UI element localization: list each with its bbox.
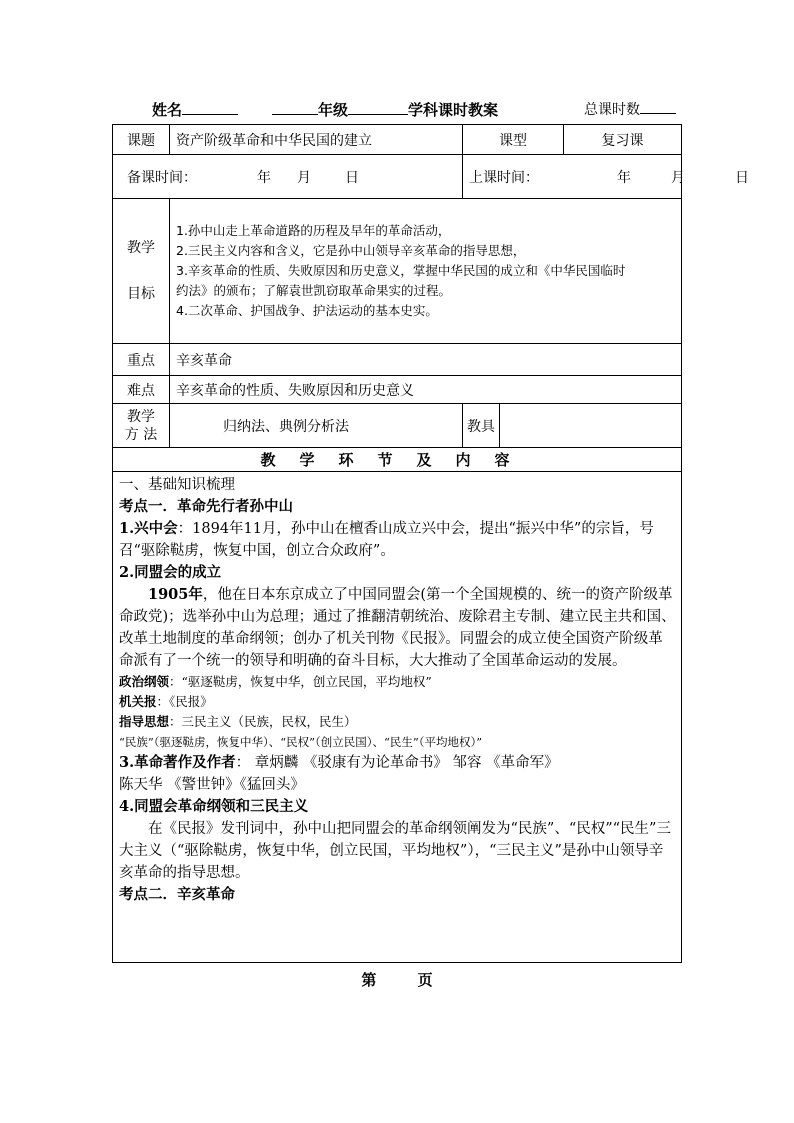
method-value: 归纳法、典例分析法 — [170, 404, 463, 448]
method-label — [113, 404, 170, 448]
prep-year: 年 — [257, 170, 271, 186]
item3-line2: 陈天华 《警世钟》《猛回头》 — [119, 777, 305, 793]
item2-year: 1905年 — [148, 586, 203, 603]
section-title: 教学环节及内容 — [113, 448, 682, 472]
political-text: ：“驱逐鞑虏，恢复中华，创立民国，平均地权” — [169, 674, 432, 689]
subject-blank[interactable] — [348, 100, 408, 115]
goal-item: 2.三民主义内容和含义，它是孙中山领导辛亥革命的指导思想， — [176, 243, 526, 258]
item3-title: 3.革命著作及作者 — [119, 754, 236, 771]
organ-line — [119, 692, 677, 712]
header-line — [0, 99, 794, 121]
guide-detail: “民族”（驱逐鞑虏，恢复中华）、“民权”（创立民国）、“民生”（平均地权）” — [119, 735, 483, 749]
goals-list — [170, 199, 682, 344]
grade-blank[interactable] — [272, 100, 318, 115]
section-title-row — [113, 448, 682, 472]
prep-time-label: 备课时间： — [127, 170, 197, 186]
class-month: 月 — [671, 170, 686, 186]
item2-text: ，他在日本东京成立了中国同盟会(第一个全国规模的、统一的资产阶级革命政党)；选举孙中山为总理；通过了推翻清朝统治、废除君主专制、建立民主共和国、改革土地制度的革命纲领；创办了机关刊物《民报》。同盟会的成立使全国资产阶级革命派有了一个统一的领导和明确的奋斗目标，大大推动了全国革命运动的发展。 — [119, 587, 676, 669]
total-label: 总课时数 — [584, 102, 640, 118]
type-value: 复习课 — [564, 125, 682, 155]
item1-title: 1.兴中会 — [119, 520, 178, 537]
difficulty-row — [113, 376, 682, 404]
item1-paragraph — [119, 518, 677, 562]
tools-value[interactable] — [500, 404, 682, 448]
name-field — [152, 99, 238, 120]
page-footer — [0, 969, 794, 990]
class-time-cell — [463, 155, 750, 199]
content-cell — [113, 472, 682, 963]
class-day: 日 — [735, 170, 750, 186]
key-point-row — [113, 344, 682, 376]
lesson-plan-table — [112, 124, 750, 963]
difficulty-label: 难点 — [113, 376, 170, 404]
class-time-label: 上课时间： — [469, 170, 540, 186]
goal-item: 3.辛亥革命的性质、失败原因和历史意义，掌握中华民国的成立和《中华民国临时 — [176, 263, 626, 278]
prep-day: 日 — [345, 170, 359, 186]
method-row — [113, 404, 682, 448]
grade-label: 年级 — [318, 101, 349, 119]
method-label-line1: 教学 — [127, 408, 155, 425]
total-blank[interactable] — [640, 99, 676, 114]
footer-di: 第 — [361, 971, 377, 989]
goal-item: 约法》的颁布；了解袁世凯窃取革命果实的过程。 — [176, 283, 452, 298]
item1-text: ：1894年11月，孙中山在檀香山成立兴中会，提出“振兴中华”的宗旨，号召“驱除鞑虏，恢复中国，创立合众政府”。 — [119, 521, 654, 559]
guide-line — [119, 712, 677, 732]
topic-label: 课题 — [113, 125, 170, 155]
goals-label-line2: 目标 — [127, 286, 155, 302]
part-heading: 一、基础知识梳理 — [119, 477, 235, 493]
topic-row — [113, 125, 682, 155]
name-label: 姓名 — [152, 101, 183, 119]
guide-label: 指导思想 — [119, 714, 170, 729]
item4-paragraph: 在《民报》发刊词中，孙中山把同盟会的革命纲领阐发为“民族”、“民权”“民生”三大主义（“驱除鞑虏，恢复中华，创立民国，平均地权”），“三民主义”是孙中山领导辛亥革命的指导思想。 — [119, 821, 671, 881]
goal-item: 4.二次革命、护国战争、护法运动的基本史实。 — [176, 303, 438, 318]
guide-text: ：三民主义（民族，民权，民生） — [169, 714, 357, 729]
item2-paragraph — [119, 584, 677, 672]
item3-text-1: ： 章炳麟 《驳康有为论革命书》 邹容 《革命军》 — [235, 755, 559, 771]
key-point-value: 辛亥革命 — [170, 344, 682, 376]
time-row — [113, 155, 682, 199]
point2-heading: 考点二．辛亥革命 — [119, 886, 235, 903]
prep-month: 月 — [297, 170, 311, 186]
method-label-line2: 方 法 — [124, 426, 158, 443]
item4-title: 4.同盟会革命纲领和三民主义 — [119, 798, 309, 815]
political-line — [119, 672, 677, 692]
class-year: 年 — [617, 170, 632, 186]
content-row — [113, 472, 682, 963]
point1-heading: 考点一．革命先行者孙中山 — [119, 498, 293, 515]
tools-label: 教具 — [463, 404, 500, 448]
type-label: 课型 — [463, 125, 564, 155]
total-lessons-field — [584, 99, 676, 119]
goals-row — [113, 199, 682, 344]
goal-item: 1.孙中山走上革命道路的历程及早年的革命活动， — [176, 223, 451, 238]
organ-text: ：《民报》 — [156, 694, 213, 709]
organ-label: 机关报 — [119, 694, 157, 709]
footer-ye: 页 — [417, 971, 433, 989]
difficulty-value: 辛亥革命的性质、失败原因和历史意义 — [170, 376, 682, 404]
item2-title: 2.同盟会的成立 — [119, 564, 222, 581]
title-field — [272, 99, 498, 120]
doc-title: 学科课时教案 — [408, 101, 499, 119]
goals-label — [113, 199, 170, 344]
item3-line1 — [119, 752, 677, 774]
political-label: 政治纲领 — [119, 674, 170, 689]
goals-label-line1: 教学 — [127, 240, 155, 256]
prep-time-cell — [113, 155, 463, 199]
topic-value: 资产阶级革命和中华民国的建立 — [170, 125, 463, 155]
name-blank[interactable] — [182, 100, 238, 115]
key-point-label: 重点 — [113, 344, 170, 376]
